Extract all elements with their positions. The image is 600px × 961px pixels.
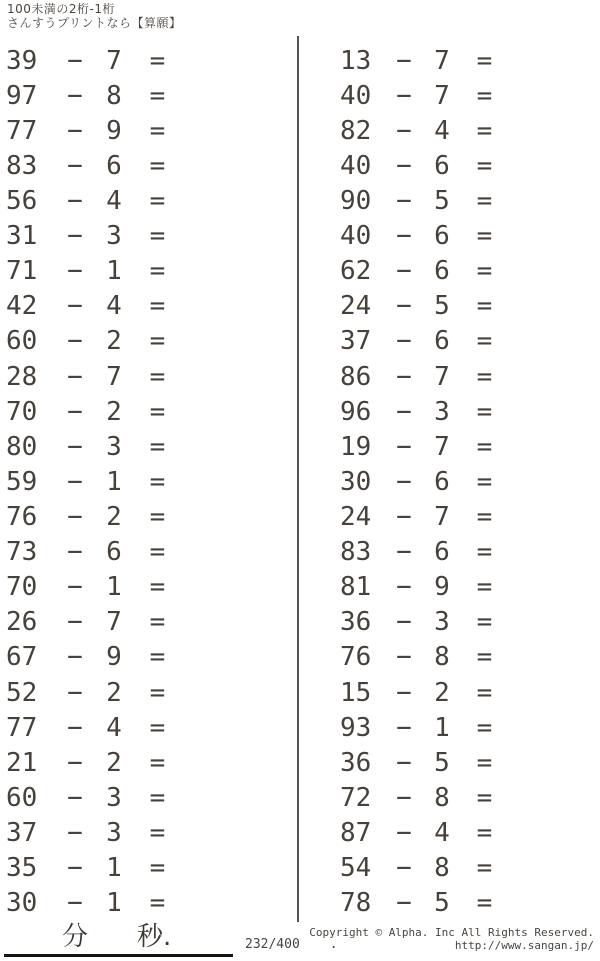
minuend: 35: [6, 853, 38, 884]
equals-sign: =: [476, 80, 492, 111]
equals-sign: =: [476, 396, 492, 427]
minuend: 36: [340, 607, 372, 638]
minus-sign: −: [67, 396, 83, 427]
minuend: 31: [6, 221, 38, 252]
problem-row: [0, 535, 215, 570]
minuend: 40: [340, 150, 372, 181]
problem-row: [340, 675, 555, 710]
minuend: 73: [6, 537, 38, 568]
subtrahend: 6: [434, 537, 450, 568]
subtrahend: 1: [106, 853, 122, 884]
equals-sign: =: [149, 396, 165, 427]
problem-row: [0, 43, 215, 78]
equals-sign: =: [149, 853, 165, 884]
minus-sign: −: [67, 501, 83, 532]
minuend: 67: [6, 642, 38, 673]
subtrahend: 7: [434, 80, 450, 111]
minus-sign: −: [396, 185, 412, 216]
problem-row: [0, 499, 215, 534]
subtrahend: 2: [434, 677, 450, 708]
problem-row: [0, 464, 215, 499]
equals-sign: =: [149, 501, 165, 532]
minus-sign: −: [396, 817, 412, 848]
problem-row: [0, 710, 215, 745]
equals-sign: =: [476, 747, 492, 778]
problem-row: [340, 710, 555, 745]
minus-sign: −: [396, 607, 412, 638]
problem-row: [340, 324, 555, 359]
minutes-label: 分: [62, 922, 89, 952]
minuend: 15: [340, 677, 372, 708]
minus-sign: −: [67, 115, 83, 146]
minuend: 70: [6, 572, 38, 603]
minuend: 96: [340, 396, 372, 427]
subtrahend: 8: [434, 782, 450, 813]
equals-sign: =: [476, 150, 492, 181]
subtrahend: 7: [106, 607, 122, 638]
minuend: 77: [6, 712, 38, 743]
minus-sign: −: [396, 642, 412, 673]
equals-sign: =: [149, 607, 165, 638]
equals-sign: =: [476, 501, 492, 532]
minus-sign: −: [396, 361, 412, 392]
minuend: 93: [340, 712, 372, 743]
equals-sign: =: [476, 185, 492, 216]
subtrahend: 6: [434, 326, 450, 357]
equals-sign: =: [476, 221, 492, 252]
minus-sign: −: [396, 256, 412, 287]
copyright-line: Copyright © Alpha. Inc All Rights Reserved.: [309, 926, 594, 939]
subtrahend: 5: [434, 185, 450, 216]
subtrahend: 7: [434, 501, 450, 532]
minus-sign: −: [67, 747, 83, 778]
minus-sign: −: [67, 782, 83, 813]
minuend: 13: [340, 45, 372, 76]
equals-sign: =: [149, 888, 165, 919]
page-indicator-value: 232/400: [245, 937, 300, 952]
problem-row: [340, 605, 555, 640]
subtrahend: 7: [434, 361, 450, 392]
subtrahend: 6: [106, 537, 122, 568]
minuend: 21: [6, 747, 38, 778]
minuend: 90: [340, 185, 372, 216]
minuend: 59: [6, 466, 38, 497]
subtrahend: 7: [434, 431, 450, 462]
minus-sign: −: [67, 150, 83, 181]
minus-sign: −: [67, 817, 83, 848]
equals-sign: =: [476, 677, 492, 708]
problem-row: [340, 113, 555, 148]
minus-sign: −: [67, 326, 83, 357]
subtrahend: 5: [434, 888, 450, 919]
problem-row: [340, 499, 555, 534]
minus-sign: −: [396, 431, 412, 462]
minus-sign: −: [67, 642, 83, 673]
problem-row: [0, 183, 215, 218]
subtrahend: 1: [106, 572, 122, 603]
equals-sign: =: [149, 291, 165, 322]
minus-sign: −: [396, 45, 412, 76]
problem-row: [340, 851, 555, 886]
minus-sign: −: [67, 537, 83, 568]
subtrahend: 1: [106, 466, 122, 497]
equals-sign: =: [476, 291, 492, 322]
equals-sign: =: [476, 431, 492, 462]
minuend: 97: [6, 80, 38, 111]
minuend: 71: [6, 256, 38, 287]
minus-sign: −: [67, 712, 83, 743]
minus-sign: −: [396, 396, 412, 427]
minus-sign: −: [396, 291, 412, 322]
equals-sign: =: [476, 642, 492, 673]
subtrahend: 3: [106, 221, 122, 252]
subtrahend: 9: [106, 642, 122, 673]
equals-sign: =: [476, 256, 492, 287]
minuend: 39: [6, 45, 38, 76]
problem-row: [0, 324, 215, 359]
minus-sign: −: [67, 677, 83, 708]
equals-sign: =: [149, 256, 165, 287]
equals-sign: =: [476, 888, 492, 919]
problem-row: [340, 43, 555, 78]
minus-sign: −: [396, 501, 412, 532]
minuend: 87: [340, 817, 372, 848]
subtrahend: 6: [106, 150, 122, 181]
equals-sign: =: [149, 817, 165, 848]
subtrahend: 7: [106, 45, 122, 76]
equals-sign: =: [476, 326, 492, 357]
subtrahend: 3: [106, 817, 122, 848]
minuend: 30: [6, 888, 38, 919]
problem-row: [340, 183, 555, 218]
problem-row: [0, 745, 215, 780]
equals-sign: =: [476, 45, 492, 76]
equals-sign: =: [149, 221, 165, 252]
subtrahend: 9: [106, 115, 122, 146]
minus-sign: −: [396, 221, 412, 252]
problems-column-right: [340, 43, 555, 921]
subtrahend: 2: [106, 326, 122, 357]
minus-sign: −: [396, 853, 412, 884]
subtrahend: 4: [106, 712, 122, 743]
problem-row: [0, 605, 215, 640]
problem-row: [340, 429, 555, 464]
minus-sign: −: [67, 80, 83, 111]
minuend: 70: [6, 396, 38, 427]
equals-sign: =: [149, 712, 165, 743]
problem-row: [340, 394, 555, 429]
equals-sign: =: [149, 326, 165, 357]
problem-row: [340, 78, 555, 113]
minus-sign: −: [396, 888, 412, 919]
minus-sign: −: [396, 747, 412, 778]
problem-row: [340, 359, 555, 394]
problem-row: [340, 640, 555, 675]
seconds-label: 秒.: [137, 922, 172, 952]
copyright-block: [309, 926, 594, 952]
minuend: 83: [6, 150, 38, 181]
equals-sign: =: [149, 572, 165, 603]
minus-sign: −: [396, 150, 412, 181]
subtrahend: 1: [106, 888, 122, 919]
subtrahend: 8: [434, 853, 450, 884]
equals-sign: =: [149, 80, 165, 111]
problem-row: [340, 219, 555, 254]
minus-sign: −: [67, 185, 83, 216]
subtrahend: 2: [106, 677, 122, 708]
equals-sign: =: [476, 782, 492, 813]
problem-row: [0, 851, 215, 886]
equals-sign: =: [476, 712, 492, 743]
subtrahend: 3: [106, 431, 122, 462]
subtrahend: 6: [434, 150, 450, 181]
equals-sign: =: [149, 747, 165, 778]
worksheet-header: [7, 2, 182, 30]
page-indicator-dot: .: [329, 937, 338, 952]
subtrahend: 5: [434, 747, 450, 778]
header-title: 100未満の2桁-1桁: [7, 2, 116, 16]
minus-sign: −: [396, 572, 412, 603]
problem-row: [0, 359, 215, 394]
subtrahend: 4: [434, 817, 450, 848]
equals-sign: =: [476, 572, 492, 603]
problem-row: [0, 394, 215, 429]
problem-row: [0, 113, 215, 148]
equals-sign: =: [149, 431, 165, 462]
minuend: 24: [340, 291, 372, 322]
minuend: 76: [340, 642, 372, 673]
minuend: 37: [6, 817, 38, 848]
minuend: 86: [340, 361, 372, 392]
problem-row: [0, 780, 215, 815]
minus-sign: −: [67, 572, 83, 603]
equals-sign: =: [149, 466, 165, 497]
subtrahend: 6: [434, 466, 450, 497]
minuend: 77: [6, 115, 38, 146]
problem-row: [340, 745, 555, 780]
subtrahend: 6: [434, 256, 450, 287]
problem-row: [0, 886, 215, 921]
subtrahend: 2: [106, 747, 122, 778]
subtrahend: 2: [106, 396, 122, 427]
problem-row: [0, 640, 215, 675]
minuend: 82: [340, 115, 372, 146]
problem-row: [0, 254, 215, 289]
minus-sign: −: [396, 537, 412, 568]
timer-line: [4, 922, 233, 957]
subtrahend: 7: [106, 361, 122, 392]
minus-sign: −: [67, 291, 83, 322]
minus-sign: −: [67, 853, 83, 884]
minus-sign: −: [67, 466, 83, 497]
minus-sign: −: [396, 80, 412, 111]
subtrahend: 9: [434, 572, 450, 603]
minus-sign: −: [67, 607, 83, 638]
equals-sign: =: [149, 782, 165, 813]
problem-row: [340, 815, 555, 850]
minuend: 30: [340, 466, 372, 497]
subtrahend: 1: [106, 256, 122, 287]
minuend: 26: [6, 607, 38, 638]
problem-row: [0, 815, 215, 850]
equals-sign: =: [149, 642, 165, 673]
equals-sign: =: [476, 817, 492, 848]
problem-row: [0, 148, 215, 183]
minus-sign: −: [396, 677, 412, 708]
problem-row: [340, 535, 555, 570]
problem-row: [340, 886, 555, 921]
problem-row: [340, 289, 555, 324]
problems-column-left: [0, 43, 215, 921]
copyright-url: http://www.sangan.jp/: [454, 939, 594, 952]
subtrahend: 6: [434, 221, 450, 252]
minuend: 36: [340, 747, 372, 778]
subtrahend: 8: [434, 642, 450, 673]
minuend: 42: [6, 291, 38, 322]
subtrahend: 3: [434, 396, 450, 427]
problem-row: [0, 675, 215, 710]
minus-sign: −: [396, 782, 412, 813]
minus-sign: −: [67, 361, 83, 392]
equals-sign: =: [149, 115, 165, 146]
minus-sign: −: [67, 45, 83, 76]
minus-sign: −: [67, 431, 83, 462]
subtrahend: 2: [106, 501, 122, 532]
header-subtitle: さんすうプリントなら【算願】: [7, 16, 182, 30]
subtrahend: 8: [106, 80, 122, 111]
problem-row: [0, 429, 215, 464]
problem-row: [0, 570, 215, 605]
minus-sign: −: [396, 712, 412, 743]
minus-sign: −: [396, 326, 412, 357]
minus-sign: −: [396, 466, 412, 497]
minuend: 56: [6, 185, 38, 216]
minuend: 76: [6, 501, 38, 532]
equals-sign: =: [149, 45, 165, 76]
problem-row: [340, 570, 555, 605]
minus-sign: −: [67, 888, 83, 919]
minuend: 72: [340, 782, 372, 813]
minuend: 24: [340, 501, 372, 532]
minuend: 62: [340, 256, 372, 287]
subtrahend: 4: [106, 291, 122, 322]
equals-sign: =: [149, 150, 165, 181]
minuend: 54: [340, 853, 372, 884]
minuend: 81: [340, 572, 372, 603]
equals-sign: =: [476, 361, 492, 392]
subtrahend: 3: [434, 607, 450, 638]
equals-sign: =: [476, 466, 492, 497]
minuend: 19: [340, 431, 372, 462]
minus-sign: −: [67, 221, 83, 252]
problem-row: [0, 78, 215, 113]
subtrahend: 5: [434, 291, 450, 322]
problem-row: [340, 254, 555, 289]
minus-sign: −: [67, 256, 83, 287]
minuend: 52: [6, 677, 38, 708]
subtrahend: 7: [434, 45, 450, 76]
minuend: 37: [340, 326, 372, 357]
minus-sign: −: [396, 115, 412, 146]
problem-row: [340, 780, 555, 815]
column-divider: [297, 36, 299, 922]
problem-row: [0, 289, 215, 324]
equals-sign: =: [149, 361, 165, 392]
minuend: 83: [340, 537, 372, 568]
minuend: 40: [340, 80, 372, 111]
minuend: 60: [6, 326, 38, 357]
subtrahend: 3: [106, 782, 122, 813]
minuend: 80: [6, 431, 38, 462]
subtrahend: 1: [434, 712, 450, 743]
equals-sign: =: [149, 677, 165, 708]
minuend: 28: [6, 361, 38, 392]
problem-row: [340, 464, 555, 499]
equals-sign: =: [149, 185, 165, 216]
subtrahend: 4: [106, 185, 122, 216]
subtrahend: 4: [434, 115, 450, 146]
minuend: 60: [6, 782, 38, 813]
equals-sign: =: [149, 537, 165, 568]
equals-sign: =: [476, 537, 492, 568]
equals-sign: =: [476, 853, 492, 884]
equals-sign: =: [476, 115, 492, 146]
equals-sign: =: [476, 607, 492, 638]
problem-row: [0, 219, 215, 254]
minuend: 78: [340, 888, 372, 919]
minuend: 40: [340, 221, 372, 252]
problem-row: [340, 148, 555, 183]
